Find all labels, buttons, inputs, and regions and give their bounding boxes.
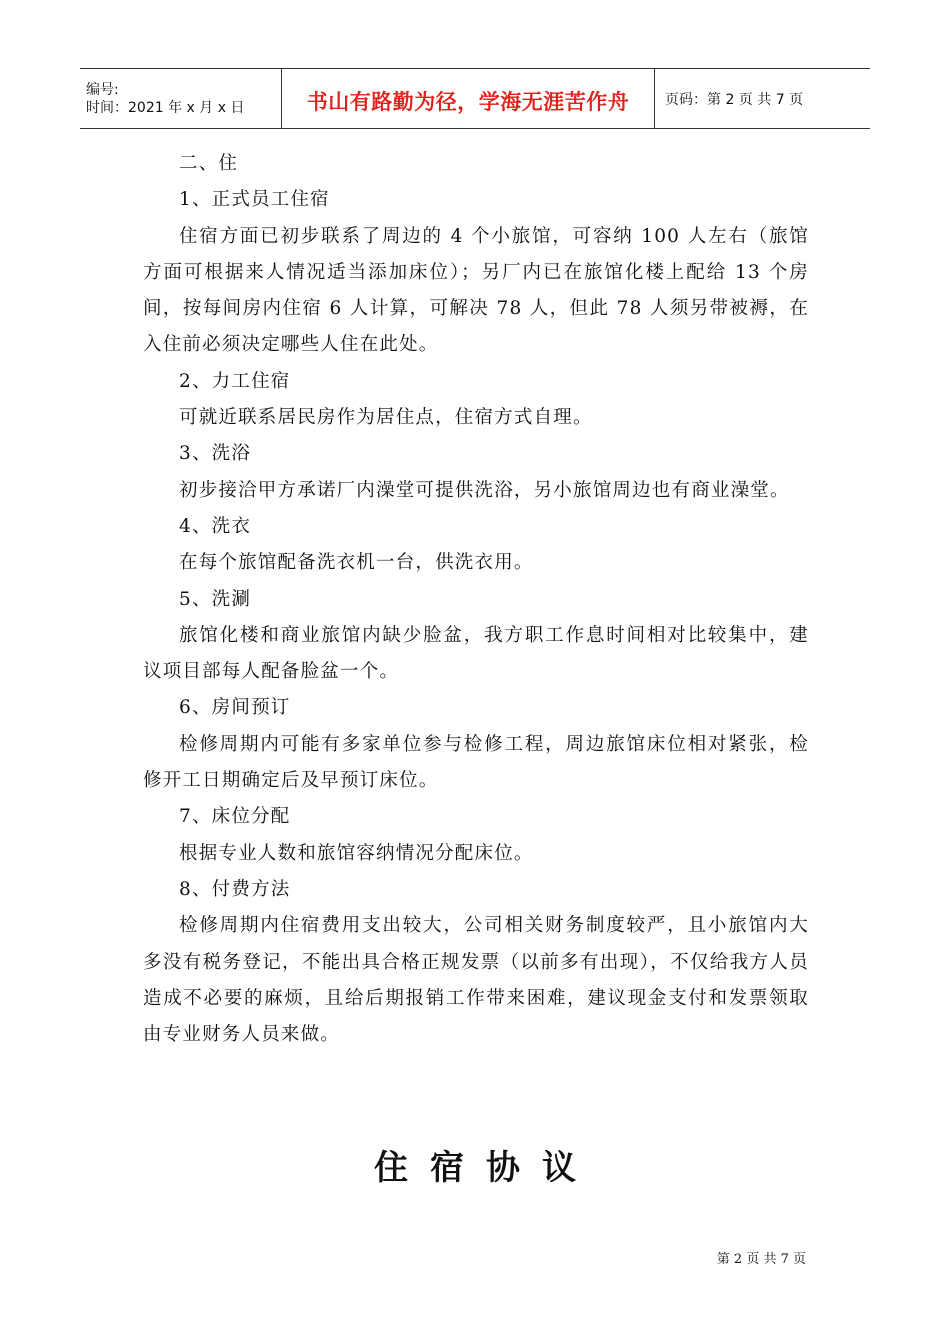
subheading: 2、力工住宿	[179, 370, 291, 392]
header-number-label: 编号:	[86, 81, 119, 98]
subheading: 8、付费方法	[179, 878, 291, 900]
subheading: 5、洗涮	[179, 588, 252, 610]
header-page-cell	[655, 69, 870, 128]
header-date-label: 时间：2021 年 x 月 x 日	[86, 99, 245, 116]
subheading: 6、房间预订	[179, 697, 291, 719]
body-paragraph: 检修周期内住宿费用支出较大，公司相关财务制度较严，且小旅馆内大多没有税务登记，不能出具合格正规发票（以前多有出现），不仅给我方人员造成不必要的麻烦，且给后期报销工作带来困难，建议现金支付和发票领取由专业财务人员来做。	[143, 915, 809, 1046]
body-paragraph: 检修周期内可能有多家单位参与检修工程，周边旅馆床位相对紧张，检修开工日期确定后及早预订床位。	[143, 733, 809, 792]
body-paragraph: 可就近联系居民房作为居住点，住宿方式自理。	[179, 407, 593, 429]
document-body	[143, 146, 809, 1053]
page-footer: 第 2 页 共 7 页	[716, 1252, 806, 1267]
body-paragraph: 初步接洽甲方承诺厂内澡堂可提供洗浴，另小旅馆周边也有商业澡堂。	[179, 479, 790, 501]
subheading: 7、床位分配	[179, 806, 291, 828]
section-heading: 二、住	[179, 153, 239, 174]
subheading: 4、洗衣	[179, 515, 252, 537]
body-paragraph: 住宿方面已初步联系了周边的 4 个小旅馆，可容纳 100 人左右（旅馆方面可根据来人情况适当添加床位）；另厂内已在旅馆化楼上配给 13 个房间，按每间房内住宿 6 人计算，可解决 78 人，但此 78 人须另带被褥，在入住前必须决定哪些人住在此处。	[143, 225, 809, 356]
header-motto-cell	[282, 69, 655, 128]
subheading: 1、正式员工住宿	[179, 189, 330, 211]
body-paragraph: 旅馆化楼和商业旅馆内缺少脸盆，我方职工作息时间相对比较集中，建议项目部每人配备脸盆一个。	[143, 624, 809, 683]
header-motto: 书山有路勤为径，学海无涯苦作舟	[306, 89, 630, 114]
header-meta	[80, 69, 282, 128]
page-header	[80, 68, 870, 129]
agreement-title: 住宿协议	[374, 1148, 598, 1188]
body-paragraph: 在每个旅馆配备洗衣机一台，供洗衣用。	[179, 552, 534, 574]
subheading: 3、洗浴	[179, 443, 252, 465]
header-page-label: 页码：第 2 页 共 7 页	[665, 91, 804, 108]
body-paragraph: 根据专业人数和旅馆容纳情况分配床位。	[179, 842, 534, 864]
